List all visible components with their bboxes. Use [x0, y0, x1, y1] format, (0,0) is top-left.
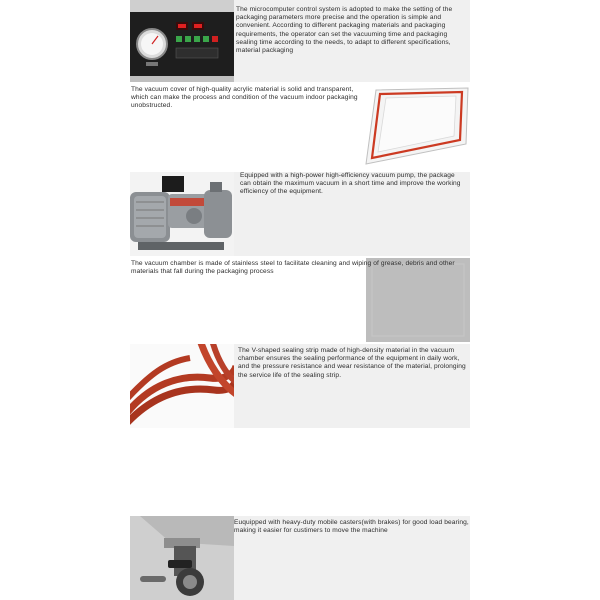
casters-description: Euquipped with heavy-duty mobile casters(with brakes) for good load bearing, making it easier for custimers to move the machine: [234, 519, 469, 535]
acrylic-cover-photo: [362, 84, 470, 168]
vacuum-pump-photo: [130, 172, 234, 256]
casters-photo: [130, 516, 234, 600]
pump-description: Equipped with a high-power high-efficiency vacuum pump, the package can obtain the maximum vacuum in a short time and improve the working efficiency of the equipment.: [240, 172, 461, 196]
strip-description: The V-shaped sealing strip made of high-density material in the vacuum chamber ensures the sealing performance of the equipment in daily work, and the pressure resistance and wear resistance of the material, prolonging the service life of the sealing strip.: [238, 347, 466, 379]
chamber-description: The vacuum chamber is made of stainless steel to facilitate cleaning and wiping of grease, debris and other materials that fall during the packaging process: [131, 260, 455, 276]
control-description: The microcomputer control system is adopted to make the setting of the packaging parameters more precise and the operation is simple and convenient. According to different packaging materials and packaging requirements, the operator can set the vacuuming time and packaging sealing time according to the needs, to adapt to different specifications, material packaging: [236, 6, 453, 55]
cover-description: The vacuum cover of high-quality acrylic material is solid and transparent, which can make the process and condition of the vacuum indoor packaging unobstructed.: [131, 86, 358, 110]
control-panel-photo: [130, 0, 234, 82]
sealing-strip-photo: [130, 344, 234, 428]
